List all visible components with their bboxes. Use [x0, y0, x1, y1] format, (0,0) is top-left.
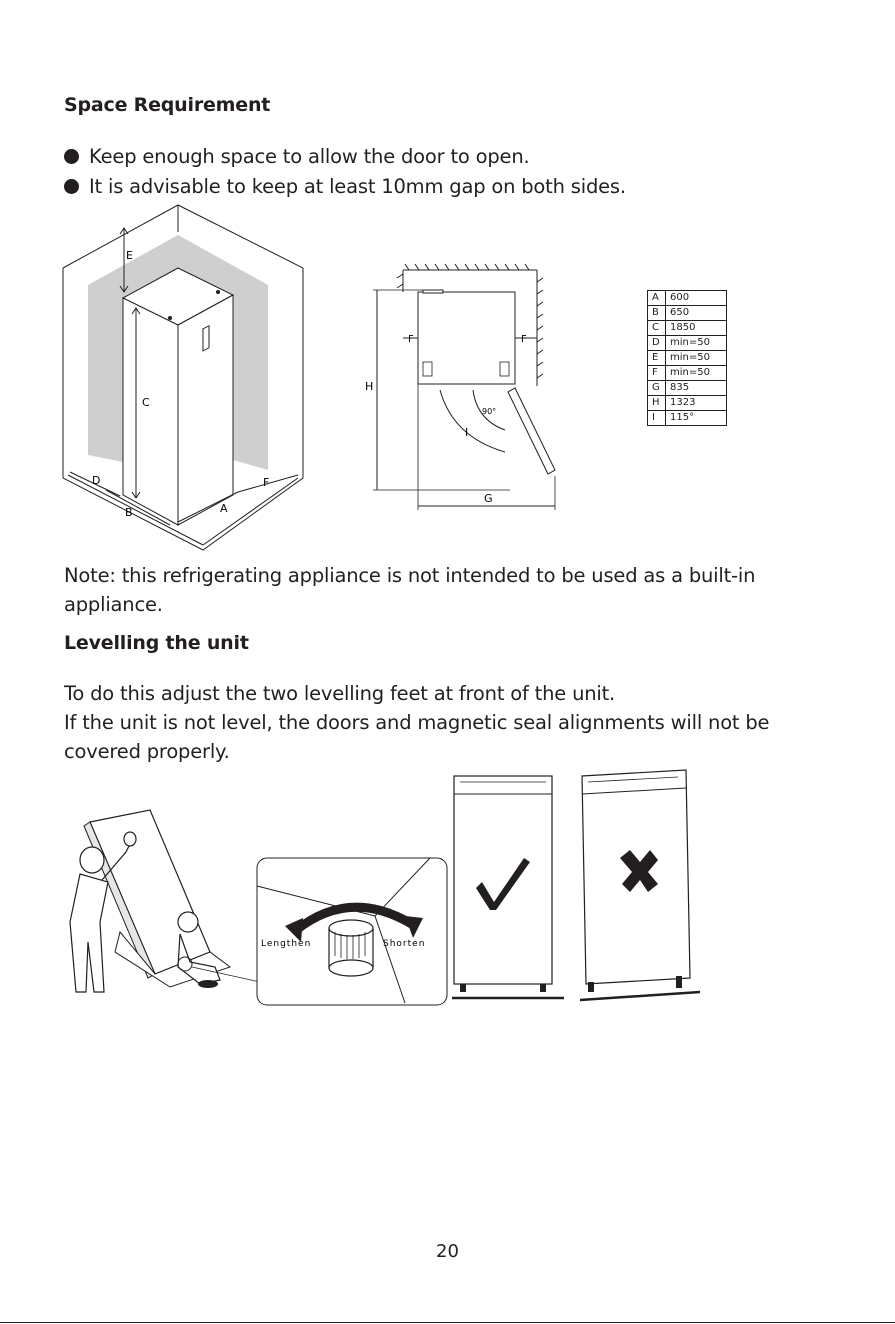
built-in-note: Note: this refrigerating appliance is not intended to be used as a built-in appliance. [64, 564, 756, 616]
lengthen-label: Lengthen [261, 939, 312, 949]
page-number: 20 [436, 1241, 459, 1262]
dimension-row [648, 411, 727, 426]
level-fridge-correct [452, 772, 567, 1004]
perspective-clearance-diagram [58, 200, 308, 555]
levelling-foot-closeup [255, 856, 450, 1008]
dimension-key: F [648, 366, 666, 381]
dimension-value: 650 [666, 306, 727, 321]
dimension-key: I [648, 411, 666, 426]
bottom-rule [0, 1322, 895, 1323]
label-b: B [125, 506, 133, 519]
bullet-text: Keep enough space to allow the door to open. [89, 145, 530, 168]
dimension-value: min=50 [666, 351, 727, 366]
bullet-text: It is advisable to keep at least 10mm gap on both sides. [89, 175, 626, 198]
label-h: H [365, 380, 374, 393]
dimension-key: D [648, 336, 666, 351]
dimension-row [648, 396, 727, 411]
dimension-value: 1323 [666, 396, 727, 411]
dimension-value: 1850 [666, 321, 727, 336]
label-a: A [220, 502, 228, 515]
dimension-row [648, 351, 727, 366]
label-f-left: F [408, 334, 414, 345]
bullet-icon [64, 149, 79, 164]
bullet-side-gap [64, 172, 626, 201]
dimension-row [648, 306, 727, 321]
levelling-instruction: To do this adjust the two levelling feet at front of the unit. [64, 682, 616, 705]
dimension-row [648, 291, 727, 306]
label-angle: 90° [482, 407, 497, 416]
shorten-label: Shorten [383, 939, 426, 949]
dimension-row [648, 321, 727, 336]
dimension-row [648, 336, 727, 351]
dimension-key: E [648, 351, 666, 366]
label-f-right: F [521, 334, 527, 345]
label-g: G [484, 492, 493, 505]
tilting-fridge-illustration [60, 802, 260, 1004]
section-heading-levelling: Levelling the unit [64, 632, 249, 654]
dimension-key: A [648, 291, 666, 306]
label-c: C [142, 396, 150, 409]
dimension-value: min=50 [666, 366, 727, 381]
section-heading-space-requirement: Space Requirement [64, 94, 271, 116]
dimension-value: min=50 [666, 336, 727, 351]
label-i: I [465, 426, 469, 439]
dimension-row [648, 381, 727, 396]
tilted-fridge-incorrect [578, 768, 703, 1004]
bullet-door-space [64, 142, 530, 171]
dimension-key: C [648, 321, 666, 336]
dimension-value: 600 [666, 291, 727, 306]
dimension-row [648, 366, 727, 381]
label-e: E [126, 249, 133, 262]
label-d: D [92, 474, 101, 487]
dimension-key: G [648, 381, 666, 396]
bullet-icon [64, 179, 79, 194]
dimensions-table [647, 290, 727, 426]
levelling-warning: If the unit is not level, the doors and magnetic seal alignments will not be covered properly. [64, 711, 770, 763]
dimension-value: 115° [666, 411, 727, 426]
dimension-key: B [648, 306, 666, 321]
top-view-door-swing-diagram [365, 262, 565, 512]
dimension-key: H [648, 396, 666, 411]
label-f: F [263, 476, 270, 489]
dimension-value: 835 [666, 381, 727, 396]
